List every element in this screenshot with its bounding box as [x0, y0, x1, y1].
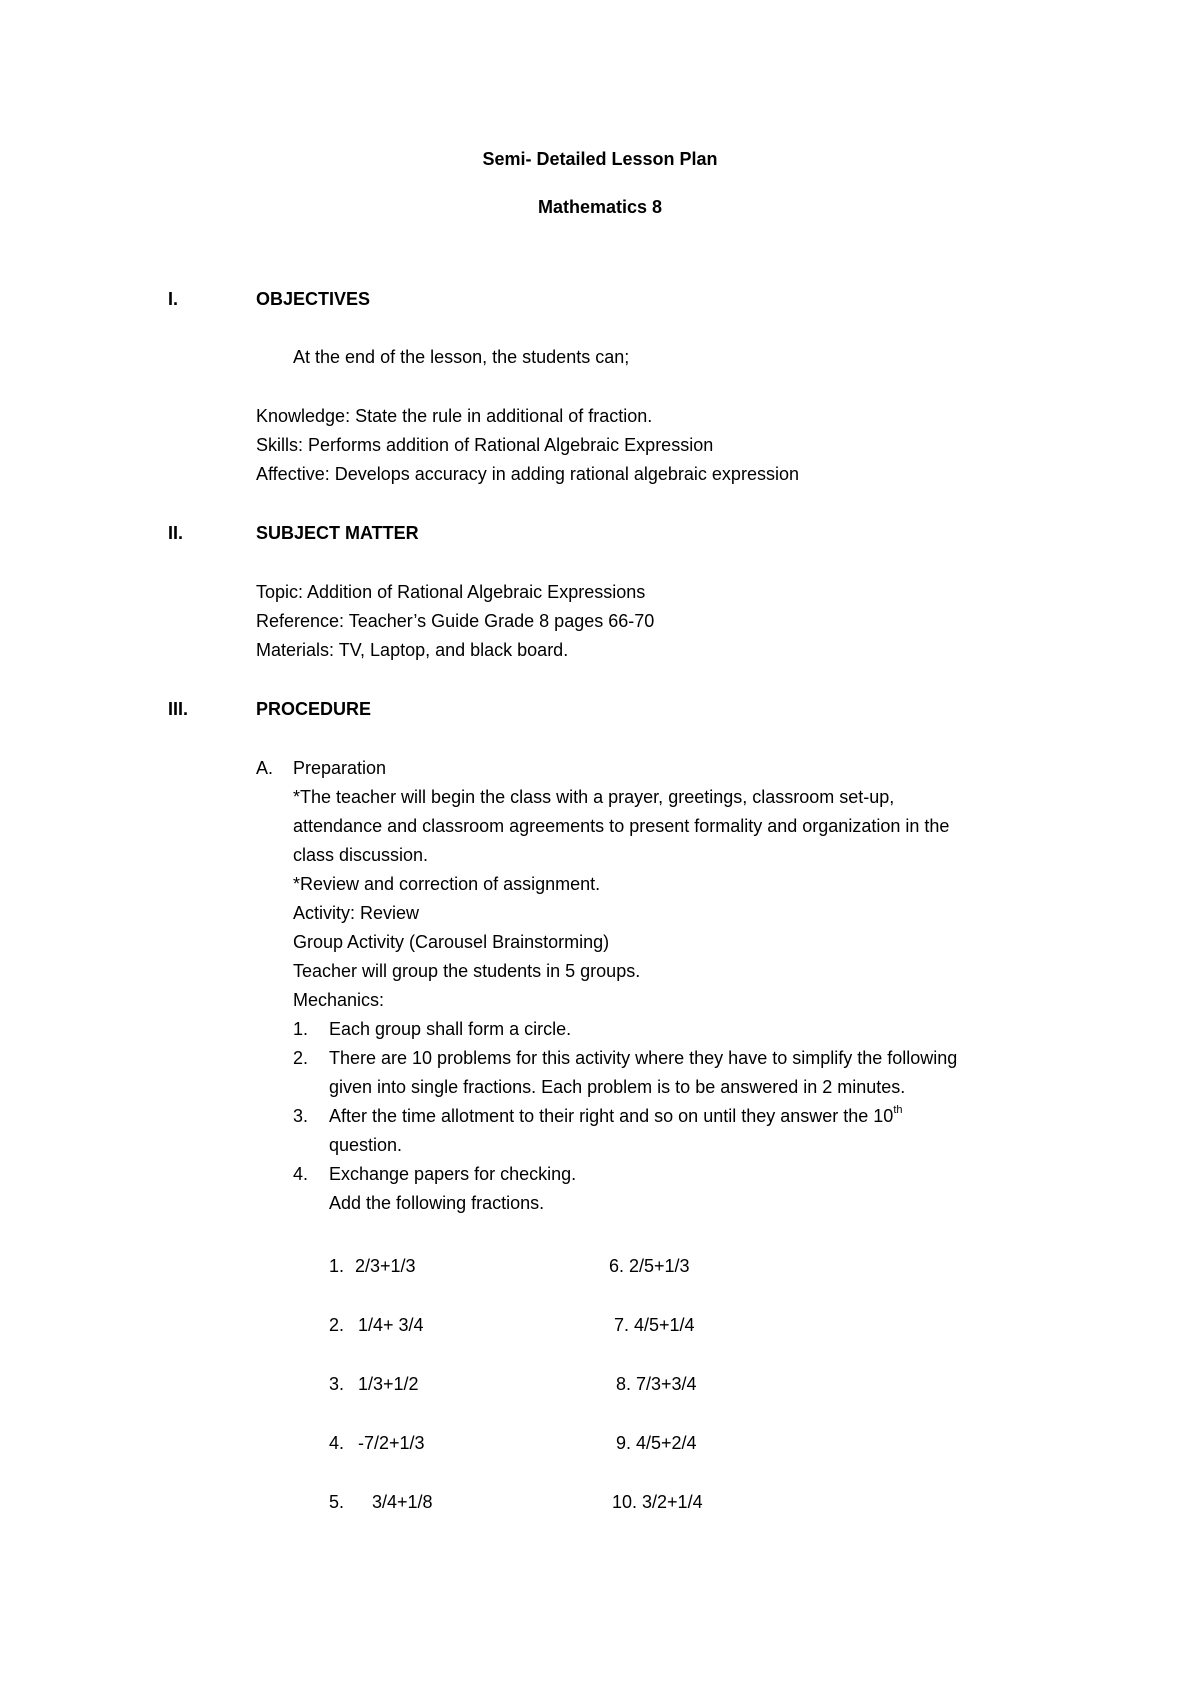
- mechanics-item: question.: [329, 1135, 403, 1155]
- preparation-letter: A.: [256, 758, 274, 778]
- mechanics-number: 3.: [293, 1106, 309, 1126]
- mechanics-item: Each group shall form a circle.: [329, 1019, 572, 1039]
- problem-number: 3.: [329, 1374, 345, 1394]
- procedure-line: Teacher will group the students in 5 groups.: [293, 961, 641, 981]
- problem-number: 2.: [329, 1315, 345, 1335]
- problem-expression: 3/4+1/8: [372, 1492, 433, 1512]
- procedure-numeral: III.: [168, 699, 189, 719]
- procedure-line: *Review and correction of assignment.: [293, 874, 601, 894]
- problem-expression: -7/2+1/3: [358, 1433, 425, 1453]
- mechanics-number: 1.: [293, 1019, 309, 1039]
- problem-item: 8. 7/3+3/4: [616, 1374, 697, 1394]
- problem-item: 9. 4/5+2/4: [616, 1433, 697, 1453]
- subject-topic: Topic: Addition of Rational Algebraic Expressions: [256, 582, 646, 602]
- procedure-line: Group Activity (Carousel Brainstorming): [293, 932, 610, 952]
- objectives-intro: At the end of the lesson, the students can;: [293, 347, 630, 367]
- mechanics-number: 4.: [293, 1164, 309, 1184]
- document-subtitle: Mathematics 8: [537, 197, 663, 217]
- mechanics-item: Add the following fractions.: [329, 1193, 545, 1213]
- problem-number: 1.: [329, 1256, 345, 1276]
- mechanics-item-text: After the time allotment to their right and so on until they answer the 10: [329, 1106, 894, 1126]
- objective-knowledge: Knowledge: State the rule in additional of fraction.: [256, 406, 653, 426]
- problem-expression: 1/3+1/2: [358, 1374, 419, 1394]
- problem-item: 7. 4/5+1/4: [614, 1315, 695, 1335]
- objective-skills: Skills: Performs addition of Rational Algebraic Expression: [256, 435, 714, 455]
- subject-materials: Materials: TV, Laptop, and black board.: [256, 640, 569, 660]
- mechanics-item: Exchange papers for checking.: [329, 1164, 577, 1184]
- mechanics-label: Mechanics:: [293, 990, 385, 1010]
- mechanics-item: given into single fractions. Each problem is to be answered in 2 minutes.: [329, 1077, 906, 1097]
- subject-reference: Reference: Teacher’s Guide Grade 8 pages 66-70: [256, 611, 655, 631]
- objectives-numeral: I.: [168, 289, 179, 309]
- problem-expression: 1/4+ 3/4: [358, 1315, 424, 1335]
- problem-number: 4.: [329, 1433, 345, 1453]
- document-title: Semi- Detailed Lesson Plan: [482, 149, 718, 169]
- subject-matter-numeral: II.: [168, 523, 184, 543]
- mechanics-item: [329, 1105, 903, 1127]
- procedure-line: Activity: Review: [293, 903, 420, 923]
- mechanics-number: 2.: [293, 1048, 309, 1068]
- procedure-line: *The teacher will begin the class with a prayer, greetings, classroom set-up,: [293, 787, 895, 807]
- objective-affective: Affective: Develops accuracy in adding rational algebraic expression: [256, 464, 799, 484]
- problem-number: 5.: [329, 1492, 345, 1512]
- procedure-line: class discussion.: [293, 845, 429, 865]
- superscript-th: th: [893, 1104, 903, 1116]
- objectives-heading: OBJECTIVES: [256, 289, 371, 309]
- subject-matter-heading: SUBJECT MATTER: [256, 523, 419, 543]
- procedure-line: attendance and classroom agreements to present formality and organization in the: [293, 816, 950, 836]
- problem-item: 6. 2/5+1/3: [609, 1256, 690, 1276]
- problem-expression: 2/3+1/3: [355, 1256, 416, 1276]
- procedure-heading: PROCEDURE: [256, 699, 372, 719]
- preparation-title: Preparation: [293, 758, 387, 778]
- problem-item: 10. 3/2+1/4: [612, 1492, 703, 1512]
- mechanics-item: There are 10 problems for this activity where they have to simplify the following: [329, 1048, 958, 1068]
